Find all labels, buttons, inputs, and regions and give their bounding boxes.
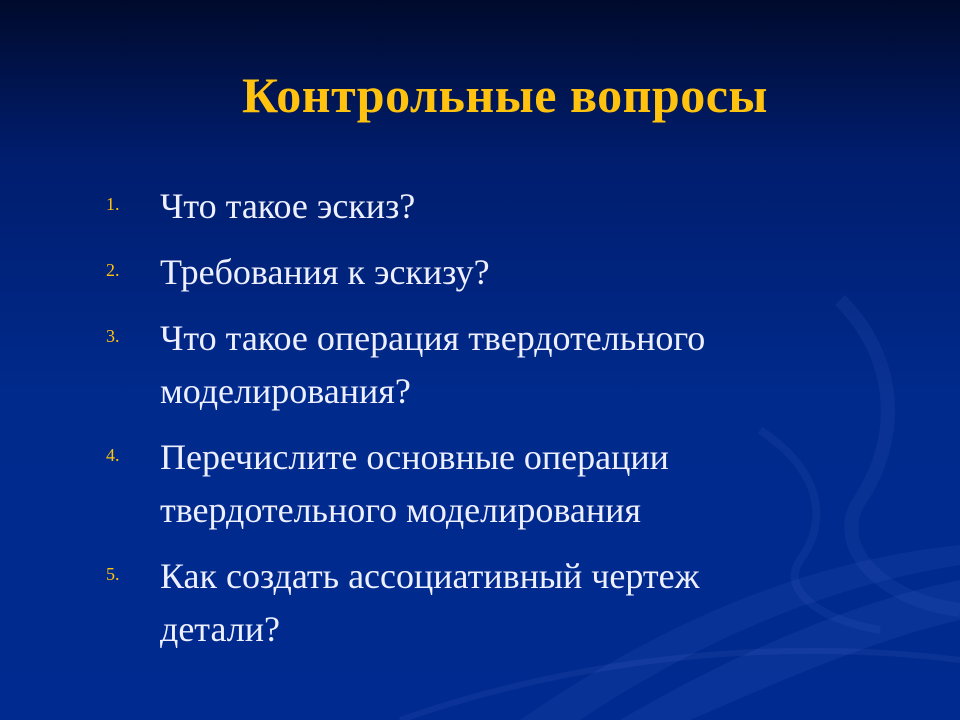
question-text-line: моделирования? — [160, 371, 411, 411]
question-item — [100, 431, 880, 537]
question-text-line: Что такое эскиз? — [160, 186, 416, 226]
question-text-line: детали? — [160, 609, 280, 649]
question-number: 4. — [106, 445, 120, 465]
question-number: 2. — [106, 260, 120, 280]
question-number: 1. — [106, 194, 120, 214]
question-number: 5. — [106, 564, 120, 584]
question-text-line: Что такое операция твердотельного — [160, 318, 706, 358]
question-text-line: твердотельного моделирования — [160, 490, 641, 530]
question-text-line: Как создать ассоциативный чертеж — [160, 556, 700, 596]
slide-title: Контрольные вопросы — [242, 67, 768, 123]
questions-list — [100, 180, 880, 669]
question-number: 3. — [106, 326, 120, 346]
question-text-line: Перечислите основные операции — [160, 437, 669, 477]
question-item — [100, 180, 880, 233]
question-text-line: Требования к эскизу? — [160, 252, 490, 292]
question-item — [100, 550, 880, 656]
question-item — [100, 246, 880, 299]
question-item — [100, 312, 880, 418]
